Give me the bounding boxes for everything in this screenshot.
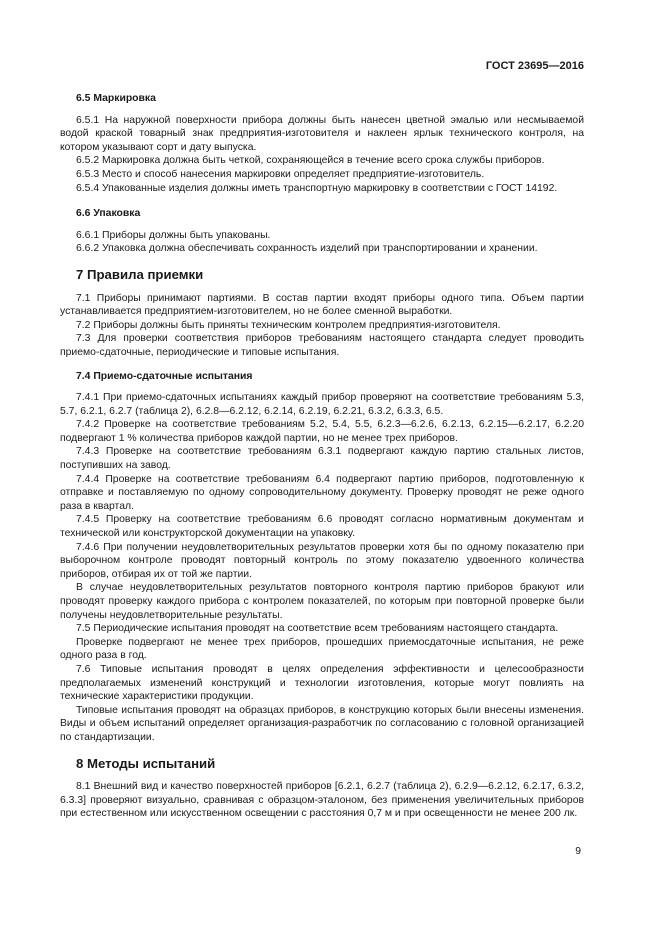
paragraph-7-4-3: 7.4.3 Проверке на соответствие требованиям 6.3.1 подвергают каждую партию стальных листов, поступивших на завод. (60, 446, 584, 472)
paragraph-7-6-continued: Типовые испытания проводят на образцах приборов, в конструкцию которых были внесены изменения. Виды и объем испытаний определяет организация-разработчик по согласованию с головной организацией по стандартизации. (60, 704, 584, 743)
paragraph-7-4-2: 7.4.2 Проверке на соответствие требованиям 5.2, 5.4, 5.5, 6.2.3—6.2.6, 6.2.13, 6.2.15—6.2.17, 6.2.20 подвергают 1 % количества приборов каждой партии, но не менее трех приборов. (60, 419, 584, 444)
paragraph-7-4-6: 7.4.6 При получении неудовлетворительных результатов проверки хотя бы по одному показателю при выборочном контроле проводят повторный контроль по этому показателю удвоенного количества приборов, отбирая их от той же партии. (60, 541, 584, 580)
paragraph-7-6: 7.6 Типовые испытания проводят в целях определения эффективности и целесообразности предполагаемых изменений конструкций и технологии изготовления, которые могут повлиять на технические характеристики продукции. (60, 663, 584, 703)
paragraph-6-5-4: 6.5.4 Упакованные изделия должны иметь транспортную маркировку в соответствии с ГОСТ 14192. (76, 182, 558, 194)
paragraph-8-1: 8.1 Внешний вид и качество поверхностей приборов [6.2.1, 6.2.7 (таблица 2), 6.2.9—6.2.12, 6.2.17, 6.3.2, 6.3.3] проверяют визуально, сравнивая с образцом-эталоном, без применения увеличительных приборов при естественном или искусственном освещении с расстояния 0,7 м и при освещенности не менее 200 лк. (60, 781, 584, 820)
paragraph-7-1: 7.1 Приборы принимают партиями. В состав партии входят приборы одного типа. Объем партии устанавливается предприятием-изготовителем, но не более сменной выработки. (60, 292, 584, 318)
paragraph-6-5-2: 6.5.2 Маркировка должна быть четкой, сохраняющейся в течение всего срока службы приборов. (76, 155, 545, 167)
paragraph-7-5-continued: Проверке подвергают не менее трех приборов, прошедших приемосдаточные испытания, не реже одного раза в год. (60, 636, 584, 662)
section-heading-8: 8 Методы испытаний (76, 755, 216, 771)
paragraph-7-5: 7.5 Периодические испытания проводят на соответствие всем требованиям настоящего стандарта. (76, 623, 559, 635)
section-heading-7: 7 Правила приемки (76, 266, 204, 282)
paragraph-6-5-3: 6.5.3 Место и способ нанесения маркировки определяет предприятие-изготовитель. (76, 168, 485, 180)
paragraph-7-4-1: 7.4.1 При приемо-сдаточных испытаниях каждый прибор проверяют на соответствие требованиям 5.3, 5.7, 6.2.1, 6.2.7 (таблица 2), 6.2.8—6.2.12, 6.2.14, 6.2.19, 6.2.21, 6.3.2, 6.3.3, 6.5. (60, 392, 584, 417)
page-number: 9 (575, 846, 581, 857)
paragraph-6-6-2: 6.6.2 Упаковка должна обеспечивать сохранность изделий при транспортировании и хранении. (76, 243, 538, 255)
section-heading-6-5: 6.5 Маркировка (76, 93, 156, 104)
document-body (60, 92, 584, 821)
section-heading-7-4: 7.4 Приемо-сдаточные испытания (76, 370, 253, 382)
document-id: ГОСТ 23695—2016 (485, 60, 584, 72)
paragraph-7-4-6-continued: В случае неудовлетворительных результатов повторного контроля партию приборов бракуют или проводят проверку каждого прибора с контролем показателей, по которым при повторной проверке были получены неудовлетворительные результаты. (60, 582, 584, 621)
paragraph-7-2: 7.2 Приборы должны быть приняты техническим контролем предприятия-изготовителя. (76, 319, 501, 331)
paragraph-6-6-1: 6.6.1 Приборы должны быть упакованы. (76, 229, 271, 241)
paragraph-7-4-4: 7.4.4 Проверке на соответствие требованиям 6.4 подвергают партию приборов, подготовленную к отправке и поставляемую по одному сопроводительному документу. Проверку проводят не реже одного раза в квартал. (60, 473, 584, 512)
paragraph-7-4-5: 7.4.5 Проверку на соответствие требованиям 6.6 проводят согласно нормативным документам и технической или конструкторской документации на упаковку. (60, 514, 584, 540)
paragraph-6-5-1: 6.5.1 На наружной поверхности прибора должны быть нанесен цветной эмалью или несмываемой водой краской товарный знак предприятия-изготовителя и наклеен ярлык технического контроля, на котором указывают сорт и дату выпуска. (60, 114, 584, 153)
section-heading-6-6: 6.6 Упаковка (76, 208, 141, 220)
paragraph-7-3: 7.3 Для проверки соответствия приборов требованиям настоящего стандарта следует проводить приемо-сдаточные, периодические и типовые испытания. (60, 333, 584, 358)
